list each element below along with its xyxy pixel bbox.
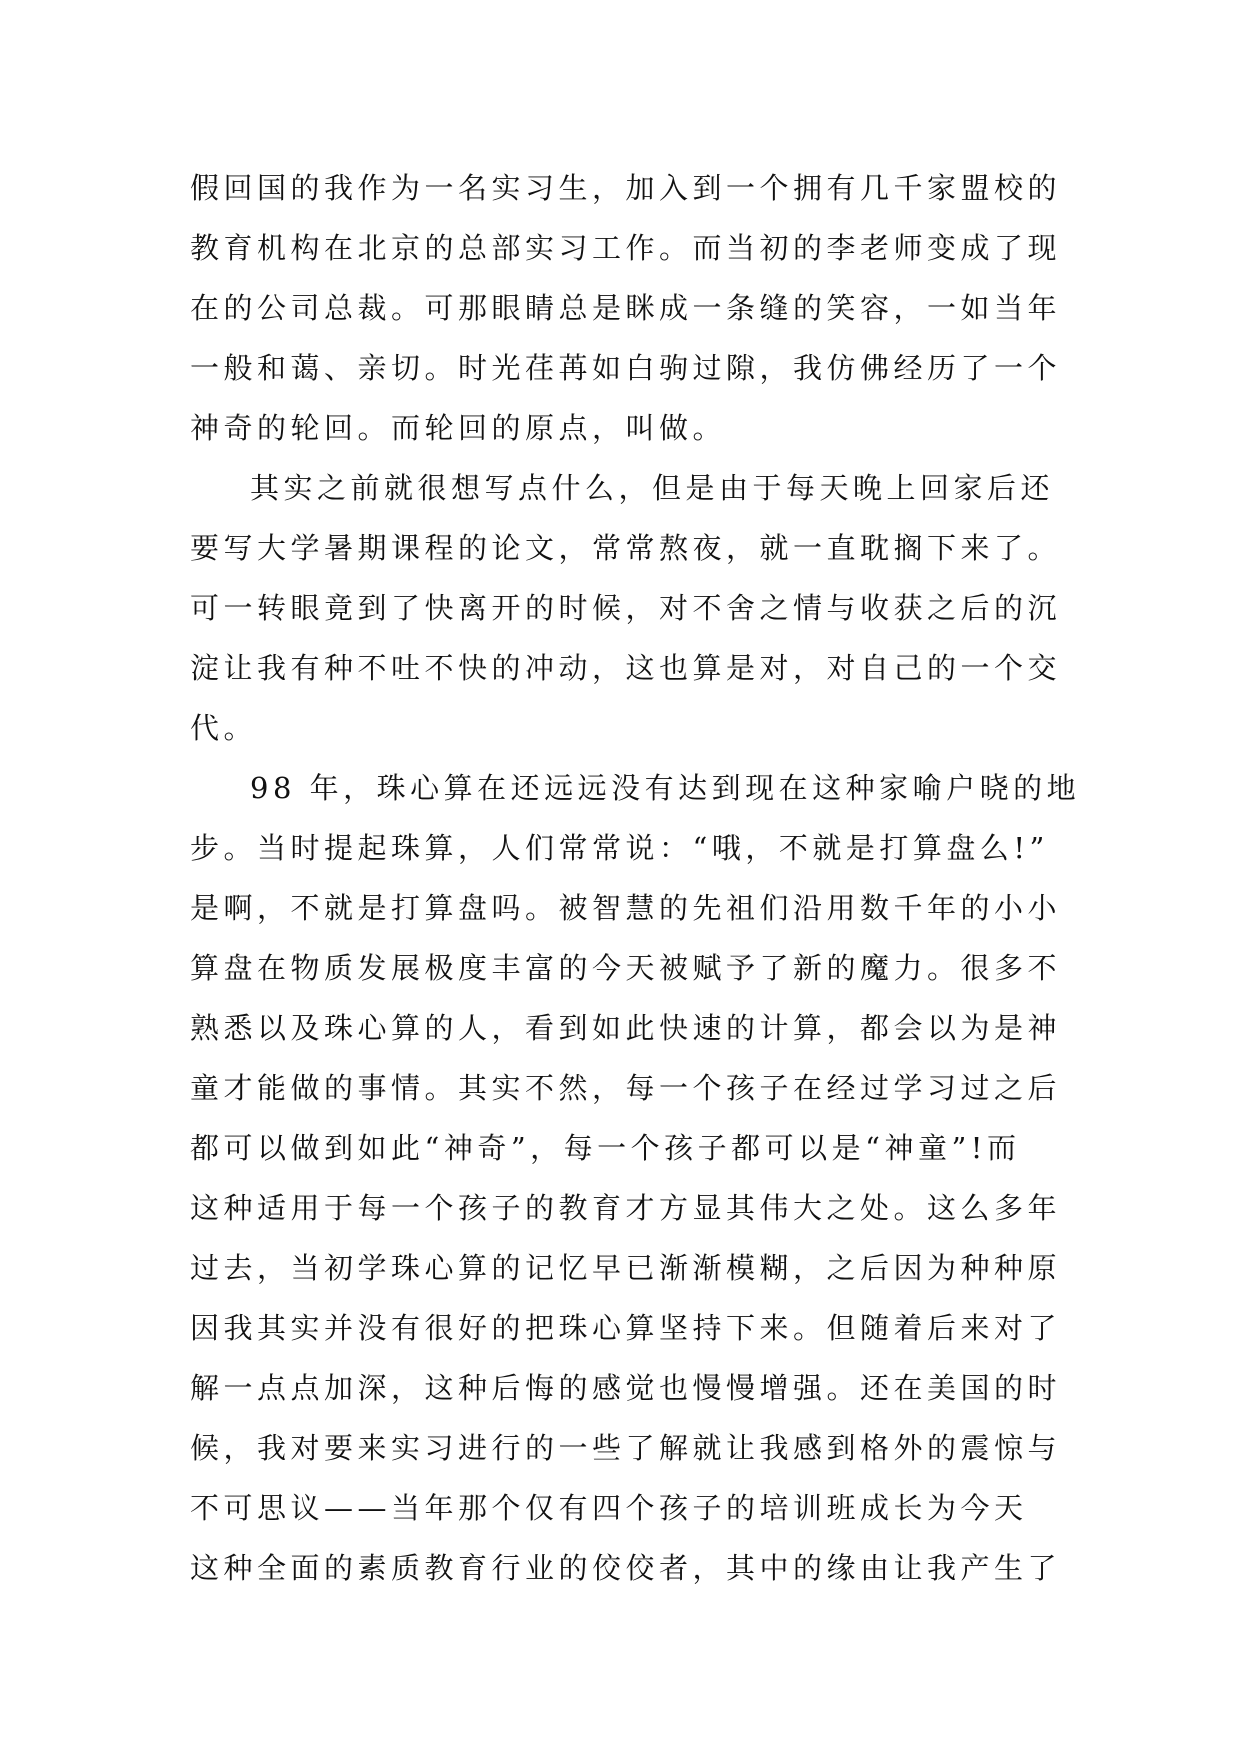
text-line: 不可思议——当年那个仅有四个孩子的培训班成长为今天 bbox=[190, 1491, 1028, 1525]
text-line: 教育机构在北京的总部实习工作。而当初的李老师变成了现 bbox=[190, 231, 1062, 265]
text-line: 假回国的我作为一名实习生，加入到一个拥有几千家盟校的 bbox=[190, 171, 1062, 205]
text-line: 淀让我有种不吐不快的冲动，这也算是对，对自己的一个交 bbox=[190, 651, 1062, 685]
text-line: 其实之前就很想写点什么，但是由于每天晚上回家后还 bbox=[250, 471, 1055, 505]
text-line: 都可以做到如此“神奇”，每一个孩子都可以是“神童”!而 bbox=[190, 1131, 1021, 1165]
text-line: 一般和蔼、亲切。时光荏苒如白驹过隙，我仿佛经历了一个 bbox=[190, 351, 1062, 385]
text-line: 在的公司总裁。可那眼睛总是眯成一条缝的笑容，一如当年 bbox=[190, 291, 1062, 325]
text-line: 熟悉以及珠心算的人，看到如此快速的计算，都会以为是神 bbox=[190, 1011, 1062, 1045]
paragraph-3 bbox=[190, 758, 1081, 1598]
text-line: 98 年，珠心算在还远远没有达到现在这种家喻户晓的地 bbox=[250, 771, 1081, 805]
text-line: 代。 bbox=[190, 711, 258, 745]
text-line: 过去，当初学珠心算的记忆早已渐渐模糊，之后因为种种原 bbox=[190, 1251, 1062, 1285]
text-line: 这种适用于每一个孩子的教育才方显其伟大之处。这么多年 bbox=[190, 1191, 1062, 1225]
text-line: 这种全面的素质教育行业的佼佼者，其中的缘由让我产生了 bbox=[190, 1551, 1062, 1585]
document-body bbox=[190, 158, 1081, 1598]
paragraph-2 bbox=[190, 458, 1070, 758]
text-line: 神奇的轮回。而轮回的原点，叫做。 bbox=[190, 411, 727, 445]
text-line: 童才能做的事情。其实不然，每一个孩子在经过学习过之后 bbox=[190, 1071, 1062, 1105]
text-line: 要写大学暑期课程的论文，常常熬夜，就一直耽搁下来了。 bbox=[190, 531, 1062, 565]
text-line: 候，我对要来实习进行的一些了解就让我感到格外的震惊与 bbox=[190, 1431, 1062, 1465]
text-line: 算盘在物质发展极度丰富的今天被赋予了新的魔力。很多不 bbox=[190, 951, 1062, 985]
text-line: 是啊，不就是打算盘吗。被智慧的先祖们沿用数千年的小小 bbox=[190, 891, 1062, 925]
paragraph-1 bbox=[190, 158, 1070, 458]
text-line: 可一转眼竟到了快离开的时候，对不舍之情与收获之后的沉 bbox=[190, 591, 1062, 625]
text-line: 步。当时提起珠算，人们常常说：“哦，不就是打算盘么!” bbox=[190, 831, 1049, 865]
text-line: 因我其实并没有很好的把珠心算坚持下来。但随着后来对了 bbox=[190, 1311, 1062, 1345]
text-line: 解一点点加深，这种后悔的感觉也慢慢增强。还在美国的时 bbox=[190, 1371, 1062, 1405]
